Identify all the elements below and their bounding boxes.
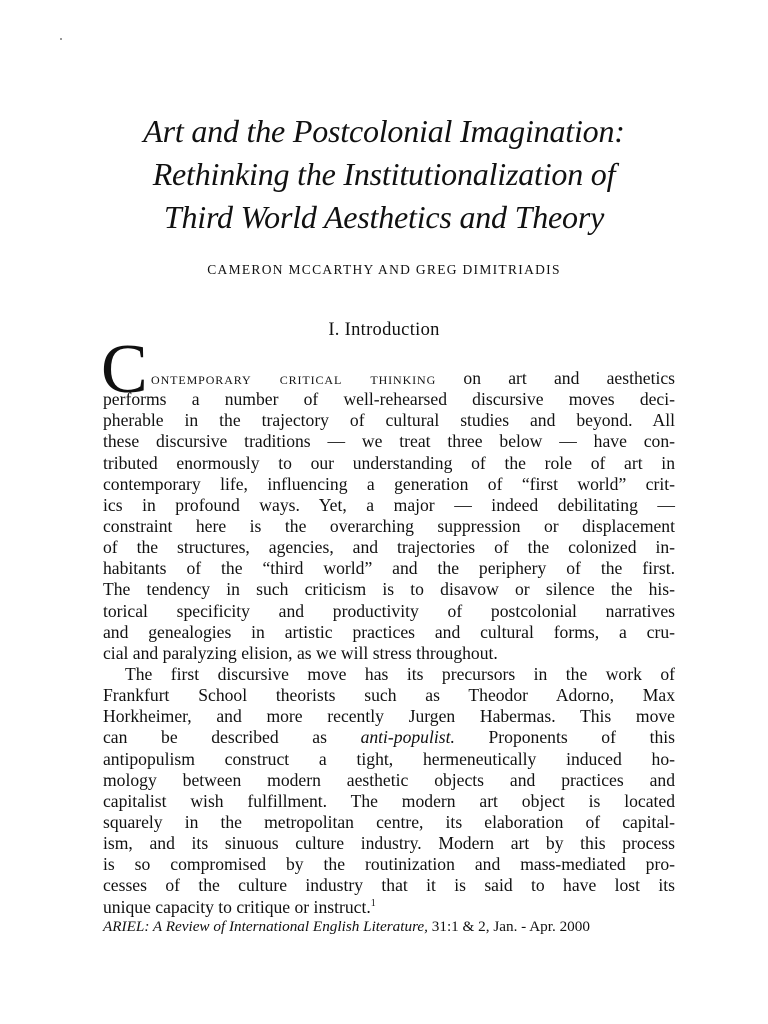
journal-issue: 31:1 & 2, Jan. - Apr. 2000 [427,918,590,935]
body-text [101,331,676,918]
text-line: habitants of the “third world” and the periphery of the first. [103,558,675,579]
scan-speck [60,38,62,40]
title-line: Rethinking the Institutionalization of [152,156,616,192]
text-line: constraint here is the overarching suppression or displacement [103,515,675,536]
text-line: pherable in the trajectory of cultural studies and beyond. All [103,410,675,431]
text-line: ism, and its sinuous culture industry. Modern art by this process [103,833,675,854]
text-line: Frankfurt School theorists such as Theodor Adorno, Max [103,685,675,706]
text-line: cial and paralyzing elision, as we will stress throughout. [103,642,498,663]
text-line: antipopulism construct a tight, hermeneutically induced ho- [103,748,675,769]
text-line: squarely in the metropolitan centre, its elaboration of capital- [103,811,675,832]
text-line: Horkheimer, and more recently Jurgen Habermas. This move [103,706,675,727]
journal-name: ARIEL: A Review of International English Literature, [103,918,428,935]
text-span: can be described as [103,727,361,748]
text-line: these discursive traditions — we treat three below — have con- [103,431,675,452]
small-caps-lead: ontemporary critical thinking [151,368,437,388]
text-span: on art and aesthetics [436,368,676,388]
text-span: Proponents of this [454,727,675,748]
section-heading: I. Introduction [328,320,440,340]
text-span: unique capacity to critique or instruct. [103,896,371,917]
text-line: cesses of the culture industry that it is said to have lost its [103,875,675,896]
text-line: The tendency in such criticism is to disavow or silence the his- [103,579,675,600]
title-line: Art and the Postcolonial Imagination: [143,113,625,149]
text-line: The first discursive move has its precursors in the work of [125,663,675,684]
text-line: capitalist wish fulfillment. The modern art object is located [103,790,675,811]
text-line-with-italic [103,727,675,748]
text-line: and genealogies in artistic practices and cultural forms, a cru- [103,621,675,642]
italic-term: anti-populist. [360,727,455,748]
title-line: Third World Aesthetics and Theory [163,199,605,235]
article-title [100,110,668,239]
text-line: tributed enormously to our understanding of the role of art in [103,452,675,473]
journal-citation-footer [103,918,683,936]
text-line [103,897,675,918]
text-line: contemporary life, influencing a generation of “first world” crit- [103,473,675,494]
author-byline: CAMERON MCCARTHY AND GREG DIMITRIADIS [207,262,561,277]
drop-cap: C [101,331,148,408]
text-line: is so compromised by the routinization and mass-mediated pro- [103,854,675,875]
text-line: of the structures, agencies, and trajectories of the colonized in- [103,537,675,558]
footnote-marker[interactable]: 1 [370,897,376,909]
text-line: ics in profound ways. Yet, a major — indeed debilitating — [103,494,675,515]
text-line: torical specificity and productivity of postcolonial narratives [103,600,675,621]
text-line: performs a number of well-rehearsed discursive moves deci- [103,389,675,410]
text-line: mology between modern aesthetic objects and practices and [103,769,675,790]
